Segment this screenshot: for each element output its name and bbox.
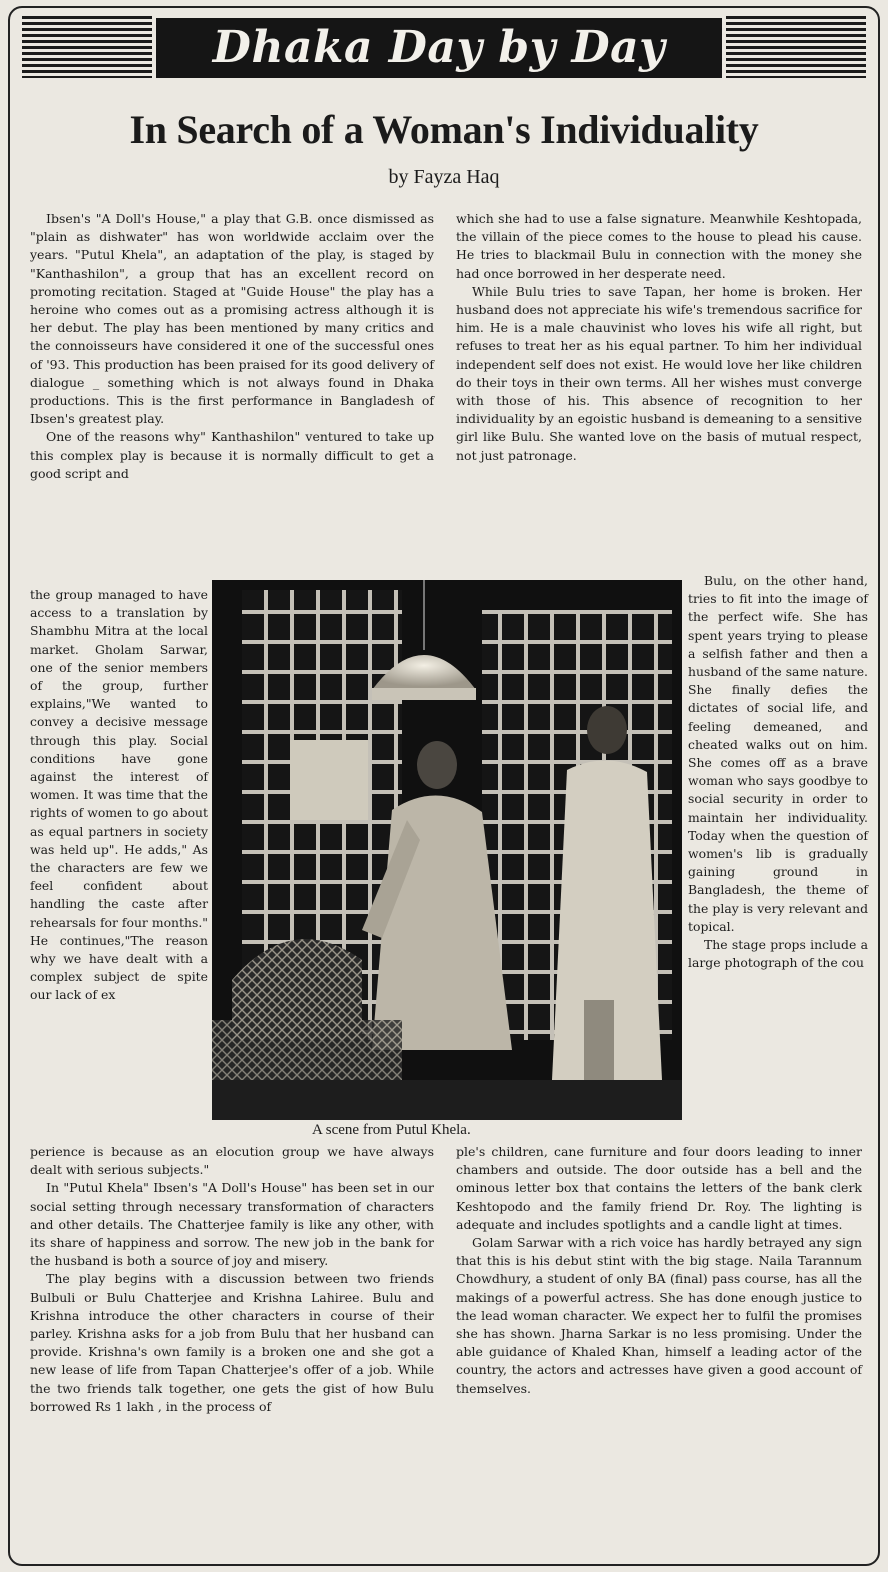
paragraph: the group managed to have access to a translation by Shambhu Mitra at the local market. Gholam Sarwar, one of the senior members of the group, further explains,"We wanted to convey a decisive message through this play. Social conditions have gone against the interest of women. It was time that the rights of women to go about as equal partners in society was held up". He adds," As the characters are few we feel confident about handling the caste after rehearsals for four months." He continues,"The reason why we have dealt with a complex subject de spite our lack of ex <box>30 587 208 1003</box>
photo-caption: A scene from Putul Khela. <box>312 1122 471 1138</box>
paragraph: Ibsen's "A Doll's House," a play that G.B. once dismissed as "plain as dishwater" has won worldwide acclaim over the years. "Putul Khela", an adaptation of the play, is staged by "Kanthashilon", a group that has an excellent record on promoting recitation. Staged at "Guide House" the play has a heroine who comes out as a promising actress although it is her debut. The play has been mentioned by many critics and the connoisseurs have considered it one of the successful ones of '93. This production has been praised for its good delivery of dialogue _ something which is not always found in Dhaka productions. This is the first performance in Bangladesh of Ibsen's greatest play. <box>30 211 434 427</box>
paragraph: which she had to use a false signature. Meanwhile Keshtopada, the villain of the piece comes to the house to plead his cause. He tries to blackmail Bulu in connection with the money she had once borrowed in her desperate need. <box>456 211 862 281</box>
col1-bottom-text <box>30 1143 434 1416</box>
masthead-rule-right <box>726 16 866 78</box>
col1-top-text <box>30 210 434 483</box>
stage-photo <box>212 580 682 1120</box>
paragraph: Golam Sarwar with a rich voice has hardly betrayed any sign that this is his debut stint with the big stage. Naila Tarannum Chowdhury, a student of only BA (final) pass course, has all the makings of a powerful actress. She has done enough justice to the lead woman character. We expect her to fulfil the promises she has shown. Jharna Sarkar is no less promising. Under the able guidance of Khaled Khan, himself a leading actor of the country, the actors and actresses have given a good account of themselves. <box>456 1235 862 1396</box>
article-headline: In Search of a Woman's Individuality <box>129 107 759 152</box>
stage-scene-illustration <box>212 580 682 1120</box>
article-byline: by Fayza Haq <box>388 166 500 188</box>
paragraph: Bulu, on the other hand, tries to fit into the image of the perfect wife. She has spent years trying to please a selfish father and then a husband of the same nature. She finally defies the dictates of social life, and feeling demeaned, and cheated walks out on him. She comes off as a brave woman who says goodbye to social security in order to maintain her individuality. Today when the question of women's lib is gradually gaining ground in Bangladesh, the theme of the play is very relevant and topical. <box>688 573 868 934</box>
col2-top-text <box>456 210 862 465</box>
masthead-rule-left <box>22 16 152 78</box>
col2-wrap-text <box>688 572 868 972</box>
paragraph: perience is because as an elocution group we have always dealt with serious subjects." <box>30 1144 434 1178</box>
col2-bottom-text <box>456 1143 862 1398</box>
paragraph: In "Putul Khela" Ibsen's "A Doll's House" has been set in our social setting through necessary transformation of characters and other details. The Chatterjee family is like any other, with its share of happiness and sorrow. The new job in the bank for the husband is both a source of joy and misery. <box>30 1180 434 1269</box>
paragraph: The stage props include a large photograph of the cou <box>688 937 868 971</box>
paragraph: The play begins with a discussion between two friends Bulbuli or Bulu Chatterjee and Krishna Lahiree. Bulu and Krishna introduce the other characters in course of their parley. Krishna asks for a job from Bulu that her husband can provide. Krishna's own family is a broken one and she got a new lease of life from Tapan Chatterjee's offer of a job. While the two friends talk together, one gets the gist of how Bulu borrowed Rs 1 lakh , in the process of <box>30 1271 434 1414</box>
masthead-title: Dhaka Day by Day <box>156 18 722 78</box>
paragraph: One of the reasons why" Kanthashilon" ventured to take up this complex play is because it is normally difficult to get a good script and <box>30 429 434 481</box>
paragraph: While Bulu tries to save Tapan, her home is broken. Her husband does not appreciate his wife's tremendous sacrifice for him. He is a male chauvinist who loves his wife all right, but refuses to treat her as his equal partner. To him her individual independent self does not exist. He would love her like children do their toys in their own terms. All her wishes must converge with those of his. This absence of recognition to her individuality by an egoistic husband is demeaning to a sensitive girl like Bulu. She wanted love on the basis of mutual respect, not just patronage. <box>456 283 862 463</box>
paragraph: ple's children, cane furniture and four doors leading to inner chambers and outside. The door outside has a bell and the ominous letter box that contains the letters of the bank clerk Keshtopodo and the family friend Dr. Roy. The lighting is adequate and includes spotlights and a candle light at times. <box>456 1144 862 1232</box>
col1-wrap-text <box>30 586 208 1005</box>
